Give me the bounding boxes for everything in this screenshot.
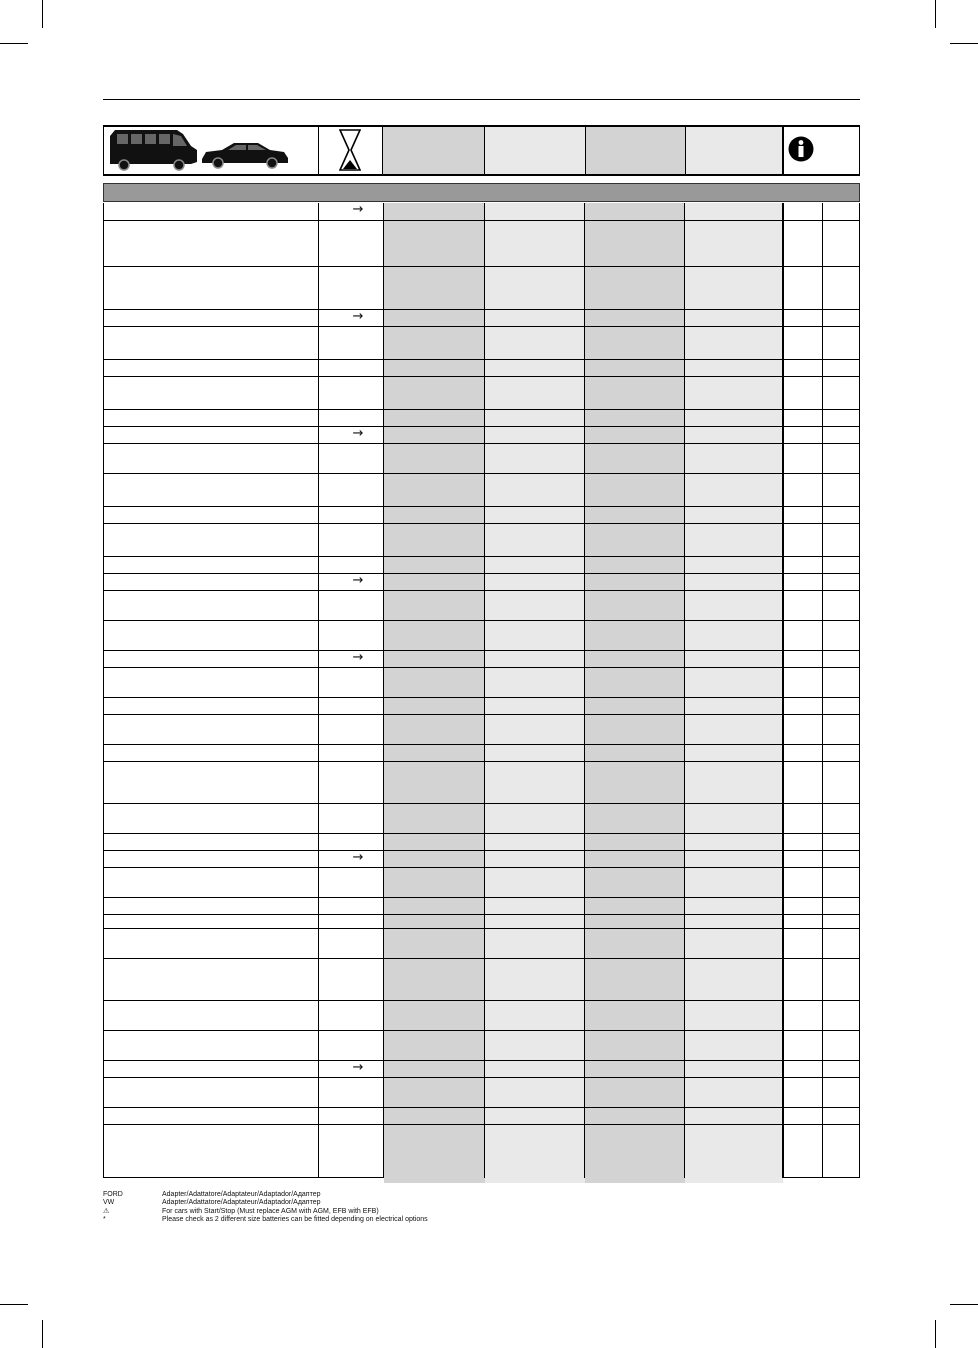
battery-cell-2 [485, 557, 585, 573]
asterisk-icon: * [103, 1216, 106, 1224]
battery-cell-1 [384, 621, 485, 650]
table-row [104, 1060, 859, 1077]
legend-key: FORD [103, 1191, 123, 1198]
battery-cell-1 [384, 851, 485, 867]
table-row [104, 650, 859, 667]
battery-cell-2 [485, 1125, 585, 1183]
battery-cell-4 [685, 1061, 783, 1077]
battery-cell-4 [685, 851, 783, 867]
hourglass-icon [339, 129, 361, 171]
battery-cell-2 [485, 574, 585, 590]
arrow-right-icon: → [352, 850, 364, 865]
battery-cell-1 [384, 804, 485, 833]
legend-text: Please check as 2 different size batteries can be fitted depending on electrical options [162, 1216, 428, 1224]
battery-cell-4 [685, 444, 783, 473]
battery-cell-4 [685, 524, 783, 556]
table-row [104, 203, 859, 220]
crop-mark [950, 1304, 978, 1305]
legend-item [103, 1216, 703, 1224]
van-icon [107, 128, 199, 172]
column-divider [684, 203, 685, 1178]
battery-cell-1 [384, 203, 485, 220]
battery-cell-1 [384, 898, 485, 914]
battery-cell-1 [384, 310, 485, 326]
legend-text: For cars with Start/Stop (Must replace AGM with AGM, EFB with EFB) [162, 1207, 379, 1215]
table-row [104, 761, 859, 803]
arrow-right-icon: → [352, 202, 364, 217]
battery-cell-1 [384, 1108, 485, 1124]
battery-cell-4 [685, 868, 783, 897]
battery-cell-1 [384, 929, 485, 958]
battery-cell-4 [685, 1001, 783, 1030]
battery-cell-3 [585, 1078, 685, 1107]
battery-cell-4 [685, 834, 783, 850]
battery-cell-2 [485, 915, 585, 928]
table-row [104, 409, 859, 426]
table-row [104, 714, 859, 744]
car-icon [200, 139, 290, 169]
battery-cell-4 [685, 327, 783, 359]
battery-cell-1 [384, 327, 485, 359]
battery-cell-1 [384, 1031, 485, 1060]
table-row [104, 803, 859, 833]
battery-cell-3 [585, 804, 685, 833]
battery-cell-3 [585, 834, 685, 850]
legend-item [103, 1191, 703, 1199]
compatibility-table [103, 203, 860, 1178]
battery-cell-3 [585, 557, 685, 573]
legend-text: Adapter/Adattatore/Adaptateur/Adaptador/Адаптер [162, 1199, 321, 1207]
crop-mark [950, 43, 978, 44]
battery-cell-3 [585, 959, 685, 1000]
column-divider [383, 203, 384, 1178]
table-row [104, 523, 859, 556]
battery-cell-4 [685, 915, 783, 928]
battery-cell-3 [585, 410, 685, 426]
battery-cell-4 [685, 221, 783, 266]
battery-cell-2 [485, 804, 585, 833]
table-row [104, 1124, 859, 1183]
table-row [104, 897, 859, 914]
table-row [104, 697, 859, 714]
battery-cell-3 [585, 651, 685, 667]
battery-cell-2 [485, 868, 585, 897]
table-row [104, 914, 859, 928]
hourglass-cell [318, 127, 383, 174]
battery-cell-3 [585, 715, 685, 744]
battery-cell-3 [585, 427, 685, 443]
battery-cell-3 [585, 621, 685, 650]
battery-cell-2 [485, 203, 585, 220]
battery-cell-4 [685, 698, 783, 714]
info-icon [788, 136, 814, 162]
battery-cell-2 [485, 1078, 585, 1107]
battery-cell-1 [384, 524, 485, 556]
battery-cell-4 [685, 310, 783, 326]
battery-cell-1 [384, 557, 485, 573]
battery-cell-2 [485, 698, 585, 714]
battery-cell-3 [585, 1125, 685, 1183]
battery-cell-1 [384, 591, 485, 620]
battery-cell-2 [485, 1061, 585, 1077]
table-row [104, 506, 859, 523]
battery-cell-2 [485, 327, 585, 359]
battery-cell-2 [485, 959, 585, 1000]
battery-cell-1 [384, 668, 485, 697]
header-col-4 [686, 127, 784, 174]
battery-cell-4 [685, 1078, 783, 1107]
battery-cell-4 [685, 474, 783, 506]
battery-cell-1 [384, 762, 485, 803]
legend [103, 1191, 703, 1225]
legend-item [103, 1199, 703, 1207]
table-row [104, 473, 859, 506]
column-divider [318, 203, 319, 1178]
battery-cell-4 [685, 929, 783, 958]
battery-cell-3 [585, 591, 685, 620]
battery-cell-4 [685, 668, 783, 697]
battery-cell-3 [585, 221, 685, 266]
battery-cell-2 [485, 444, 585, 473]
table-row [104, 376, 859, 409]
top-rule [103, 99, 860, 100]
battery-cell-2 [485, 834, 585, 850]
table-row [104, 573, 859, 590]
battery-cell-1 [384, 410, 485, 426]
legend-item [103, 1208, 703, 1216]
battery-cell-1 [384, 698, 485, 714]
battery-cell-3 [585, 745, 685, 761]
battery-cell-4 [685, 507, 783, 523]
battery-cell-3 [585, 507, 685, 523]
battery-cell-2 [485, 427, 585, 443]
table-row [104, 1107, 859, 1124]
battery-cell-2 [485, 929, 585, 958]
battery-cell-1 [384, 745, 485, 761]
battery-cell-4 [685, 410, 783, 426]
battery-cell-4 [685, 651, 783, 667]
table-row [104, 958, 859, 1000]
battery-cell-3 [585, 360, 685, 376]
battery-cell-3 [585, 698, 685, 714]
arrow-right-icon: → [352, 650, 364, 665]
header-col-1 [383, 127, 485, 174]
crop-mark [0, 1304, 28, 1305]
battery-cell-4 [685, 898, 783, 914]
battery-cell-3 [585, 574, 685, 590]
table-row [104, 426, 859, 443]
battery-cell-3 [585, 267, 685, 309]
table-row [104, 266, 859, 309]
table-row [104, 590, 859, 620]
battery-cell-4 [685, 360, 783, 376]
battery-cell-3 [585, 444, 685, 473]
battery-cell-4 [685, 1031, 783, 1060]
battery-cell-2 [485, 524, 585, 556]
battery-cell-4 [685, 621, 783, 650]
battery-cell-4 [685, 745, 783, 761]
battery-cell-2 [485, 221, 585, 266]
battery-cell-1 [384, 221, 485, 266]
battery-cell-3 [585, 915, 685, 928]
battery-cell-1 [384, 715, 485, 744]
battery-cell-4 [685, 715, 783, 744]
battery-cell-3 [585, 474, 685, 506]
column-divider [822, 203, 823, 1178]
battery-cell-4 [685, 557, 783, 573]
battery-cell-3 [585, 868, 685, 897]
table-row [104, 744, 859, 761]
arrow-right-icon: → [352, 1060, 364, 1075]
crop-mark [935, 1320, 936, 1348]
battery-cell-3 [585, 762, 685, 803]
battery-cell-2 [485, 474, 585, 506]
battery-cell-2 [485, 715, 585, 744]
battery-cell-2 [485, 745, 585, 761]
battery-cell-2 [485, 1031, 585, 1060]
battery-cell-1 [384, 1001, 485, 1030]
battery-cell-4 [685, 574, 783, 590]
battery-cell-4 [685, 1108, 783, 1124]
battery-cell-2 [485, 591, 585, 620]
table-row [104, 556, 859, 573]
table-header [103, 125, 860, 176]
warning-icon: ⚠ [103, 1207, 110, 1215]
battery-cell-1 [384, 1061, 485, 1077]
battery-cell-2 [485, 668, 585, 697]
vehicle-cell [104, 127, 319, 174]
battery-cell-3 [585, 851, 685, 867]
battery-cell-3 [585, 377, 685, 409]
battery-cell-1 [384, 868, 485, 897]
table-row [104, 359, 859, 376]
battery-cell-3 [585, 1061, 685, 1077]
column-divider [584, 203, 585, 1178]
battery-cell-4 [685, 591, 783, 620]
battery-cell-4 [685, 427, 783, 443]
info-cell [784, 127, 859, 174]
battery-cell-3 [585, 1108, 685, 1124]
battery-cell-2 [485, 651, 585, 667]
battery-cell-2 [485, 1108, 585, 1124]
battery-cell-4 [685, 203, 783, 220]
table-row [104, 867, 859, 897]
battery-cell-3 [585, 668, 685, 697]
battery-cell-3 [585, 1031, 685, 1060]
battery-cell-1 [384, 1078, 485, 1107]
battery-cell-3 [585, 929, 685, 958]
battery-cell-1 [384, 377, 485, 409]
table-row [104, 220, 859, 266]
battery-cell-1 [384, 574, 485, 590]
table-row [104, 326, 859, 359]
battery-cell-3 [585, 1001, 685, 1030]
column-divider [782, 203, 784, 1178]
arrow-right-icon: → [352, 573, 364, 588]
battery-cell-2 [485, 360, 585, 376]
battery-cell-4 [685, 959, 783, 1000]
arrow-right-icon: → [352, 426, 364, 441]
battery-cell-2 [485, 851, 585, 867]
battery-cell-4 [685, 1125, 783, 1183]
table-row [104, 1077, 859, 1107]
battery-cell-1 [384, 651, 485, 667]
battery-cell-1 [384, 474, 485, 506]
arrow-right-icon: → [352, 309, 364, 324]
battery-cell-2 [485, 621, 585, 650]
table-row [104, 667, 859, 697]
battery-cell-1 [384, 267, 485, 309]
battery-cell-1 [384, 360, 485, 376]
battery-cell-3 [585, 327, 685, 359]
table-row [104, 309, 859, 326]
battery-cell-3 [585, 898, 685, 914]
crop-mark [42, 1320, 43, 1348]
table-row [104, 1000, 859, 1030]
battery-cell-1 [384, 1125, 485, 1183]
battery-cell-3 [585, 203, 685, 220]
column-divider [484, 203, 485, 1178]
section-header-bar [103, 183, 860, 202]
battery-cell-1 [384, 427, 485, 443]
battery-cell-3 [585, 310, 685, 326]
table-row [104, 443, 859, 473]
legend-key: VW [103, 1199, 115, 1207]
table-row [104, 1030, 859, 1060]
battery-cell-1 [384, 507, 485, 523]
table-row [104, 620, 859, 650]
header-col-2 [485, 127, 586, 174]
battery-cell-4 [685, 762, 783, 803]
battery-cell-2 [485, 762, 585, 803]
battery-cell-1 [384, 915, 485, 928]
battery-cell-4 [685, 377, 783, 409]
battery-cell-1 [384, 959, 485, 1000]
battery-cell-2 [485, 310, 585, 326]
battery-cell-2 [485, 507, 585, 523]
battery-cell-3 [585, 524, 685, 556]
crop-mark [935, 0, 936, 28]
battery-cell-1 [384, 834, 485, 850]
battery-cell-2 [485, 267, 585, 309]
crop-mark [0, 43, 28, 44]
battery-cell-4 [685, 804, 783, 833]
crop-mark [42, 0, 43, 28]
table-row [104, 833, 859, 850]
battery-cell-2 [485, 410, 585, 426]
header-col-3 [586, 127, 686, 174]
table-row [104, 850, 859, 867]
battery-cell-1 [384, 444, 485, 473]
legend-text: Adapter/Adattatore/Adaptateur/Adaptador/Адаптер [162, 1191, 321, 1198]
battery-cell-2 [485, 898, 585, 914]
battery-cell-2 [485, 377, 585, 409]
battery-cell-4 [685, 267, 783, 309]
table-row [104, 928, 859, 958]
battery-cell-2 [485, 1001, 585, 1030]
